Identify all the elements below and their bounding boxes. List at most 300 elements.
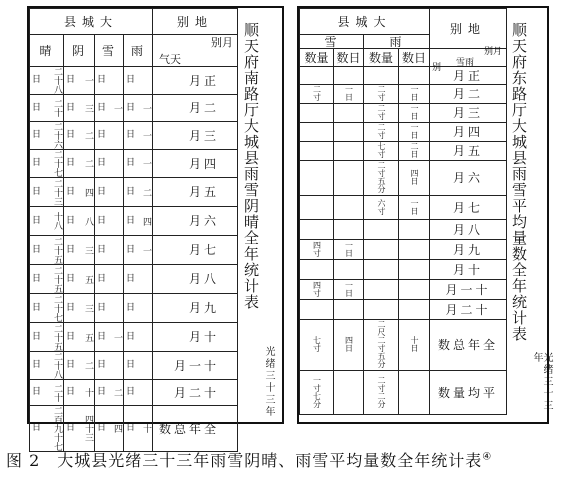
right-cell-xr [334, 300, 364, 320]
right-cell-yr [399, 67, 430, 85]
left-col-yin: 阴 [64, 35, 95, 67]
right-month-label: 月正 [430, 67, 507, 85]
right-cell-xr [334, 320, 364, 371]
cell-value: 一日 [344, 85, 354, 101]
right-cell-xr [334, 85, 364, 104]
right-cell-xr [334, 104, 364, 123]
day-mark: 日 [66, 302, 76, 313]
day-mark: 日 [126, 302, 136, 313]
left-cell-xue [95, 67, 124, 95]
day-mark: 日 [126, 186, 136, 197]
left-header-place: 别地 [153, 9, 238, 35]
right-cell-xr [334, 260, 364, 280]
left-cell-qing [30, 95, 64, 122]
right-cell-yl [364, 320, 399, 371]
day-mark: 日 [97, 186, 107, 197]
right-row [300, 67, 507, 85]
right-row [300, 142, 507, 161]
right-cell-yr [399, 240, 430, 260]
right-diagonal-header [430, 46, 507, 73]
left-cell-yin [64, 150, 95, 178]
day-mark: 日 [126, 360, 136, 370]
left-month-label: 月一十 [153, 352, 238, 380]
right-col-yu: 雨 [364, 35, 430, 49]
right-statistics-table [297, 6, 552, 424]
day-mark: 日 [126, 75, 136, 85]
left-cell-yu [124, 380, 153, 406]
cell-value: 四 [112, 424, 122, 433]
right-cell-yl [364, 280, 399, 300]
left-month-label: 月五 [153, 178, 238, 207]
right-cell-xl [300, 300, 334, 320]
left-cell-qing [30, 236, 64, 265]
left-cell-yu [124, 122, 153, 150]
left-cell-xue [95, 236, 124, 265]
right-cell-xl [300, 123, 334, 142]
left-month-label: 月四 [153, 150, 238, 178]
left-row [30, 67, 238, 95]
left-cell-yu [124, 352, 153, 380]
right-cell-yr [399, 123, 430, 142]
cell-value: 二日 [410, 142, 419, 158]
day-mark: 日 [32, 186, 42, 197]
cell-value: 十 [141, 424, 152, 433]
day-mark: 日 [32, 158, 42, 168]
right-cell-xr [334, 142, 364, 161]
cell-value: 二十八 [52, 352, 62, 379]
cell-value: 二十 [52, 99, 62, 117]
left-row [30, 380, 238, 406]
right-sub-xue-amount: 数量 [300, 49, 334, 67]
cell-value: 二 [141, 187, 152, 197]
left-cell-yin [64, 380, 95, 406]
cell-value: 四寸 [312, 240, 322, 257]
cell-value: 四寸 [312, 280, 322, 297]
right-cell-xr [334, 123, 364, 142]
left-cell-xue [95, 178, 124, 207]
right-diag-left: 别 [432, 62, 442, 73]
right-cell-yr [399, 104, 430, 123]
day-mark: 日 [97, 75, 107, 85]
left-cell-yin [64, 67, 95, 95]
day-mark: 日 [66, 102, 76, 113]
left-cell-xue [95, 265, 124, 294]
day-mark: 日 [97, 273, 107, 284]
cell-value: 一日 [410, 85, 419, 101]
left-cell-yu [124, 207, 153, 236]
right-cell-xl [300, 220, 334, 240]
day-mark: 日 [97, 302, 107, 313]
cell-value: 二十三 [52, 178, 62, 206]
left-cell-yin [64, 352, 95, 380]
right-cell-xr [334, 280, 364, 300]
right-diag-top: 雪雨 [456, 57, 475, 68]
cell-value: 四日 [344, 336, 354, 352]
day-mark: 日 [66, 360, 76, 370]
right-cell-yl [364, 260, 399, 280]
right-cell-xl [300, 280, 334, 300]
right-month-label: 月四 [430, 123, 507, 142]
cell-value: 三 [83, 303, 93, 313]
caption-text: 图 2 大城县光绪三十三年雨雪阴晴、雨雪平均量数全年统计表 [6, 451, 483, 470]
day-mark: 日 [126, 102, 136, 113]
left-month-label: 月十 [153, 323, 238, 352]
left-cell-yu [124, 150, 153, 178]
left-cell-qing [30, 323, 64, 352]
right-row [300, 123, 507, 142]
right-cell-xl [300, 104, 334, 123]
cell-value: 三 [83, 103, 93, 113]
right-row [300, 220, 507, 240]
day-mark: 日 [32, 302, 42, 313]
cell-value: 一寸七分 [312, 375, 322, 408]
day-mark: 日 [97, 387, 107, 397]
day-mark: 日 [97, 215, 107, 226]
left-cell-qing [30, 294, 64, 323]
right-cell-xl [300, 85, 334, 104]
day-mark: 日 [97, 331, 107, 342]
right-cell-yr [399, 320, 430, 371]
cell-value: 四 [141, 216, 152, 226]
right-cell-xl [300, 371, 334, 415]
left-month-label: 月三 [153, 122, 238, 150]
right-row [300, 240, 507, 260]
left-month-label: 月二 [153, 95, 238, 122]
cell-value: 一日 [410, 123, 419, 139]
day-mark: 日 [66, 273, 76, 284]
right-cell-yr [399, 371, 430, 415]
right-month-label: 月九 [430, 240, 507, 260]
day-mark: 日 [126, 273, 136, 284]
left-row [30, 236, 238, 265]
right-sub-yu-amount: 数量 [364, 49, 399, 67]
left-cell-yu [124, 178, 153, 207]
cell-value: 二寸 [377, 104, 386, 120]
left-col-yu: 雨 [124, 35, 153, 67]
cell-value: 一日 [344, 240, 354, 257]
day-mark: 日 [126, 158, 136, 168]
cell-value: 二寸 [377, 123, 386, 139]
cell-value: 五 [83, 274, 93, 284]
left-row [30, 150, 238, 178]
cell-value: 一 [112, 103, 122, 113]
right-header-place: 别地 [430, 9, 507, 49]
right-row [300, 85, 507, 104]
cell-value: 二 [83, 131, 93, 140]
day-mark: 日 [66, 158, 76, 168]
left-statistics-table [27, 6, 284, 451]
day-mark: 日 [97, 102, 107, 113]
day-mark: 日 [97, 360, 107, 370]
left-month-label: 月九 [153, 294, 238, 323]
cell-value: 二十八 [52, 67, 62, 94]
left-cell-yu [124, 265, 153, 294]
day-mark: 日 [97, 423, 107, 433]
left-month-label: 月六 [153, 207, 238, 236]
right-cell-yl [364, 67, 399, 85]
left-cell-yin [64, 122, 95, 150]
day-mark: 日 [126, 331, 136, 342]
left-row [30, 323, 238, 352]
cell-value: 二十 [52, 383, 62, 402]
left-cell-yin [64, 294, 95, 323]
day-mark: 日 [66, 75, 76, 85]
day-mark: 日 [66, 387, 76, 397]
right-cell-xr [334, 371, 364, 415]
right-cell-xr [334, 196, 364, 220]
left-cell-yu [124, 406, 153, 452]
right-cell-yl [364, 142, 399, 161]
left-cell-yin [64, 236, 95, 265]
cell-value: 二十七 [52, 150, 62, 177]
cell-value: 四日 [410, 169, 419, 185]
right-row [300, 104, 507, 123]
day-mark: 日 [126, 215, 136, 226]
cell-value: 二百九十七 [52, 406, 62, 451]
right-cell-yl [364, 123, 399, 142]
right-cell-yl [364, 240, 399, 260]
cell-value: 七寸 [377, 142, 386, 158]
right-cell-xr [334, 220, 364, 240]
day-mark: 日 [32, 331, 42, 342]
left-cell-qing [30, 352, 64, 380]
cell-value: 一日 [410, 104, 419, 120]
left-cell-qing [30, 380, 64, 406]
left-cell-xue [95, 352, 124, 380]
day-mark: 日 [32, 102, 42, 113]
cell-value: 二十五 [52, 323, 62, 351]
cell-value: 二寸 [377, 85, 386, 101]
day-mark: 日 [66, 130, 76, 140]
right-sub-yu-days: 数日 [399, 49, 430, 67]
left-diagonal-header [153, 35, 238, 67]
right-month-label: 月一十 [430, 280, 507, 300]
cell-value: 二 [83, 159, 93, 168]
left-cell-yin [64, 207, 95, 236]
left-cell-yin [64, 323, 95, 352]
day-mark: 日 [97, 244, 107, 255]
cell-value: 二十五 [52, 236, 62, 264]
right-cell-yr [399, 220, 430, 240]
right-cell-xl [300, 161, 334, 196]
left-cell-qing [30, 178, 64, 207]
right-cell-yr [399, 196, 430, 220]
right-cell-yr [399, 280, 430, 300]
left-col-xue: 雪 [95, 35, 124, 67]
right-month-label: 月六 [430, 161, 507, 196]
cell-value: 十日 [410, 336, 419, 352]
left-row [30, 178, 238, 207]
right-header-county: 县城大 [300, 9, 430, 35]
cell-value: 一日 [344, 280, 354, 297]
cell-value: 二十六 [52, 122, 62, 149]
right-cell-yl [364, 85, 399, 104]
right-month-label: 月八 [430, 220, 507, 240]
right-month-label: 月五 [430, 142, 507, 161]
cell-value: 一 [141, 131, 152, 140]
right-row [300, 260, 507, 280]
cell-value: 三 [83, 245, 93, 255]
right-row [300, 300, 507, 320]
left-row [30, 265, 238, 294]
cell-value: 一 [83, 76, 93, 85]
right-cell-yl [364, 161, 399, 196]
right-month-label: 月二十 [430, 300, 507, 320]
left-vertical-title: 顺天府南路厅大城县雨雪阴晴全年统计表 [242, 22, 260, 310]
left-month-label: 月七 [153, 236, 238, 265]
left-row [30, 406, 238, 452]
day-mark: 日 [126, 387, 136, 397]
left-cell-xue [95, 150, 124, 178]
right-cell-yl [364, 104, 399, 123]
left-cell-yin [64, 265, 95, 294]
left-diag-bottom: 别月 [211, 35, 234, 49]
cell-value: 一 [141, 159, 152, 168]
right-vertical-date: 光绪三十三年 [531, 352, 552, 412]
left-cell-yu [124, 95, 153, 122]
day-mark: 日 [66, 244, 76, 255]
right-row [300, 161, 507, 196]
right-cell-xr [334, 161, 364, 196]
right-cell-xr [334, 67, 364, 85]
figure-caption [6, 448, 492, 471]
day-mark: 日 [32, 423, 42, 433]
right-cell-xl [300, 196, 334, 220]
left-row [30, 122, 238, 150]
left-cell-xue [95, 323, 124, 352]
left-row [30, 207, 238, 236]
right-cell-yl [364, 220, 399, 240]
right-cell-yr [399, 260, 430, 280]
day-mark: 日 [32, 130, 42, 140]
left-cell-yin [64, 406, 95, 452]
left-month-label: 月八 [153, 265, 238, 294]
left-cell-xue [95, 95, 124, 122]
left-col-qing: 晴 [30, 35, 64, 67]
cell-value: 一 [112, 332, 122, 342]
right-cell-yr [399, 300, 430, 320]
left-row [30, 352, 238, 380]
left-row [30, 294, 238, 323]
day-mark: 日 [32, 273, 42, 284]
right-month-label: 月十 [430, 260, 507, 280]
day-mark: 日 [126, 244, 136, 255]
left-month-label: 数总年全 [153, 406, 238, 452]
cell-value: 六寸 [377, 198, 386, 215]
day-mark: 日 [66, 186, 76, 197]
left-cell-yu [124, 294, 153, 323]
left-cell-yin [64, 95, 95, 122]
cell-value: 二寸五分 [377, 161, 386, 193]
day-mark: 日 [97, 130, 107, 140]
cell-value: 二寸 [312, 85, 322, 101]
left-row [30, 95, 238, 122]
right-cell-yr [399, 142, 430, 161]
cell-value: 一 [141, 245, 152, 255]
right-vertical-title: 顺天府东路厅大城县雨雪平均量数全年统计表 [510, 22, 528, 342]
right-cell-xl [300, 260, 334, 280]
cell-value: 十八 [52, 212, 62, 230]
left-cell-xue [95, 380, 124, 406]
left-cell-xue [95, 207, 124, 236]
right-diag-bottom: 别月 [484, 46, 503, 57]
caption-footnote-mark: ④ [482, 451, 493, 463]
cell-value: 二尺二寸五分 [377, 320, 386, 368]
right-cell-xl [300, 320, 334, 371]
day-mark: 日 [66, 215, 76, 226]
cell-value: 一 [141, 103, 152, 113]
cell-value: 五 [83, 332, 93, 342]
left-cell-yu [124, 236, 153, 265]
left-header-county: 县城大 [30, 9, 153, 35]
day-mark: 日 [32, 215, 42, 226]
right-row [300, 280, 507, 300]
right-cell-yl [364, 300, 399, 320]
right-sub-xue-days: 数日 [334, 49, 364, 67]
day-mark: 日 [126, 130, 136, 140]
left-cell-yu [124, 323, 153, 352]
right-cell-yl [364, 371, 399, 415]
day-mark: 日 [32, 360, 42, 370]
day-mark: 日 [126, 423, 136, 433]
right-row [300, 196, 507, 220]
right-grid [299, 8, 507, 415]
cell-value: 二 [112, 388, 122, 397]
right-cell-yl [364, 196, 399, 220]
cell-value: 八 [83, 216, 93, 226]
right-month-label: 月二 [430, 85, 507, 104]
cell-value: 二十五 [52, 265, 62, 293]
day-mark: 日 [32, 244, 42, 255]
right-cell-yr [399, 161, 430, 196]
left-month-label: 月正 [153, 67, 238, 95]
cell-value: 一日 [410, 198, 419, 215]
left-diag-top: 气天 [159, 52, 182, 66]
left-cell-xue [95, 294, 124, 323]
right-cell-xl [300, 240, 334, 260]
left-cell-xue [95, 406, 124, 452]
left-cell-qing [30, 122, 64, 150]
cell-value: 四 [83, 187, 93, 197]
day-mark: 日 [32, 75, 42, 85]
day-mark: 日 [32, 387, 42, 397]
left-cell-xue [95, 122, 124, 150]
right-cell-yr [399, 85, 430, 104]
left-month-label: 月二十 [153, 380, 238, 406]
left-cell-qing [30, 265, 64, 294]
cell-value: 二十七 [52, 294, 62, 322]
cell-value: 二 [83, 361, 93, 370]
left-cell-qing [30, 67, 64, 95]
left-cell-qing [30, 150, 64, 178]
cell-value: 四十三 [83, 415, 93, 442]
day-mark: 日 [66, 423, 76, 433]
left-grid [29, 8, 238, 452]
right-row [300, 320, 507, 371]
cell-value: 十 [83, 388, 93, 397]
day-mark: 日 [97, 158, 107, 168]
right-month-label: 数量均平 [430, 371, 507, 415]
left-cell-yu [124, 67, 153, 95]
right-cell-xl [300, 142, 334, 161]
left-cell-qing [30, 207, 64, 236]
right-col-xue: 雪 [300, 35, 364, 49]
left-cell-qing [30, 406, 64, 452]
cell-value: 二寸二分 [377, 375, 386, 408]
left-vertical-date: 光绪三十三年 [263, 346, 274, 418]
left-cell-yin [64, 178, 95, 207]
right-month-label: 月七 [430, 196, 507, 220]
